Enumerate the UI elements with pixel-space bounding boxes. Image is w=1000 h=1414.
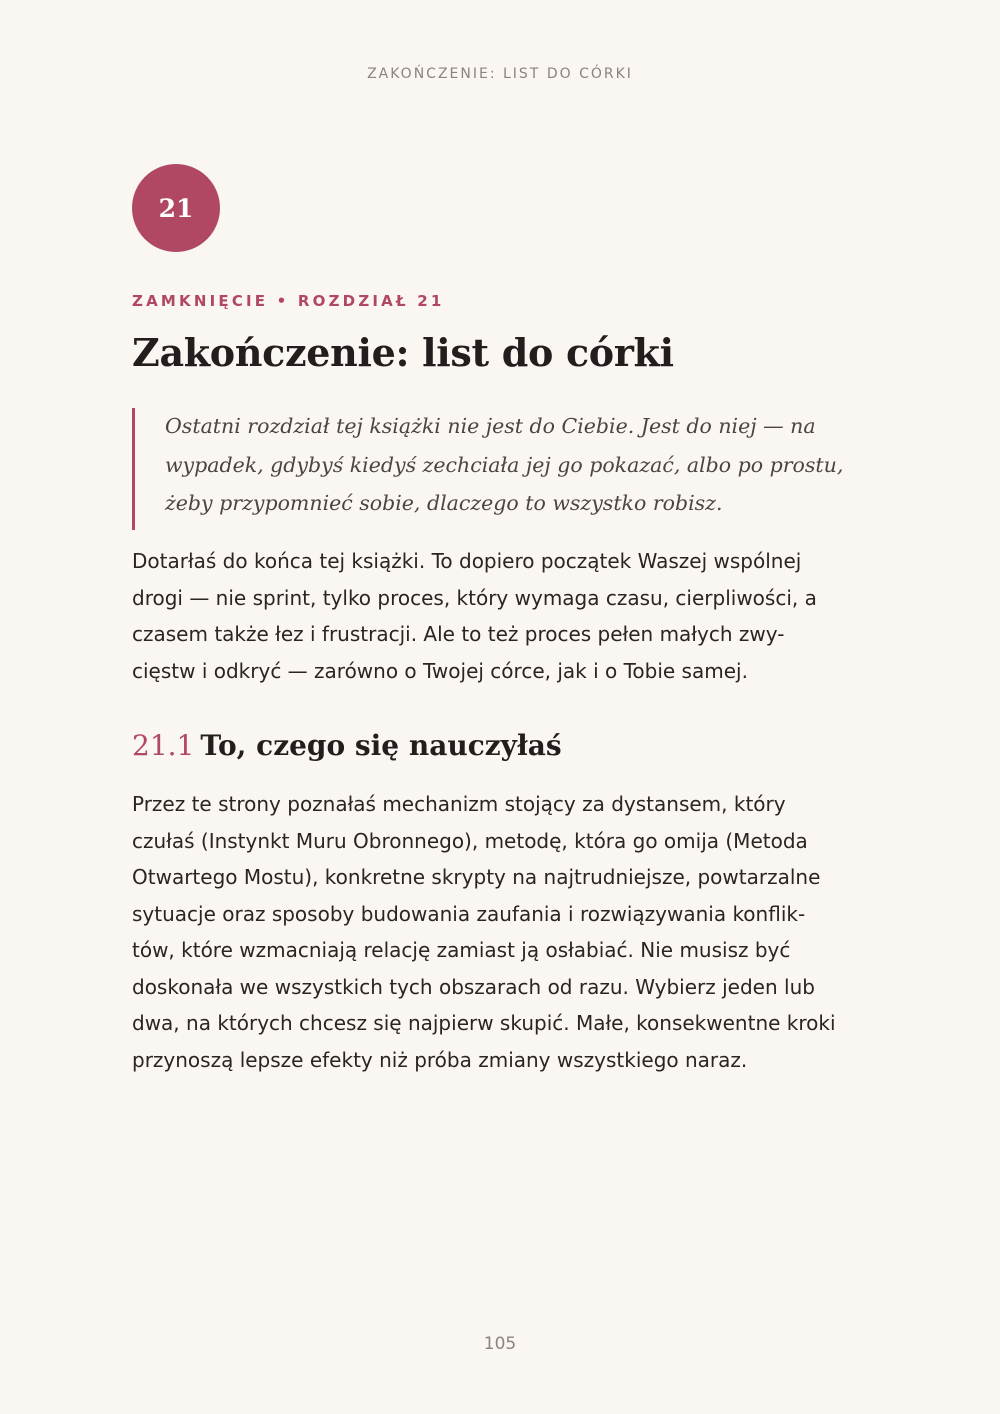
paragraph-line: drogi — nie sprint, tylko proces, który wymaga czasu, cierpliwości, a xyxy=(132,585,817,610)
epigraph-quote xyxy=(132,408,867,530)
page-number: 105 xyxy=(483,1334,517,1354)
paragraph-line: sytuacje oraz sposoby budowania zaufania i rozwiązywania konflik- xyxy=(132,901,806,926)
paragraph-line: dwa, na których chcesz się najpierw skupić. Małe, konsekwentne kroki xyxy=(132,1011,836,1035)
chapter-number-badge xyxy=(132,164,220,252)
paragraph-line: tów, które wzmacniają relację zamiast ją osłabiać. Nie musisz być xyxy=(132,938,791,962)
epigraph-line: Ostatni rozdział tej książki nie jest do Ciebie. Jest do niej — na xyxy=(165,414,816,438)
paragraph-line: przynoszą lepsze efekty niż próba zmiany wszystkiego naraz. xyxy=(132,1047,748,1072)
paragraph-line: cięstw i odkryć — zarówno o Twojej córce, jak i o Tobie samej. xyxy=(132,658,748,683)
epigraph-line: wypadek, gdybyś kiedyś zechciała jej go pokazać, albo po prostu, xyxy=(165,452,844,477)
chapter-title: Zakończenie: list do córki xyxy=(132,330,674,375)
paragraph-line: doskonała we wszystkich tych obszarach od razu. Wybierz jeden lub xyxy=(132,974,815,999)
section-title: To, czego się nauczyłaś xyxy=(200,729,562,762)
running-header: ZAKOŃCZENIE: LIST DO CÓRKI xyxy=(367,66,633,82)
paragraph-line: Otwartego Mostu), konkretne skrypty na najtrudniejsze, powtarzalne xyxy=(132,865,821,889)
chapter-number: 21 xyxy=(158,193,194,223)
section-heading xyxy=(132,729,562,762)
chapter-kicker: ZAMKNIĘCIE • ROZDZIAŁ 21 xyxy=(132,292,445,310)
section-number: 21.1 xyxy=(132,729,195,762)
paragraph-line: czułaś (Instynkt Muru Obronnego), metodę, która go omija (Metoda xyxy=(132,828,808,853)
paragraph-line: czasem także łez i frustracji. Ale to też proces pełen małych zwy- xyxy=(132,622,785,646)
paragraph-line: Przez te strony poznałaś mechanizm stojący za dystansem, który xyxy=(132,792,786,816)
intro-paragraph xyxy=(132,543,817,689)
section-paragraph xyxy=(132,786,836,1078)
epigraph-line: żeby przypomnieć sobie, dlaczego to wszystko robisz. xyxy=(165,491,723,515)
paragraph-line: Dotarłaś do końca tej książki. To dopiero początek Waszej wspólnej xyxy=(132,549,802,573)
